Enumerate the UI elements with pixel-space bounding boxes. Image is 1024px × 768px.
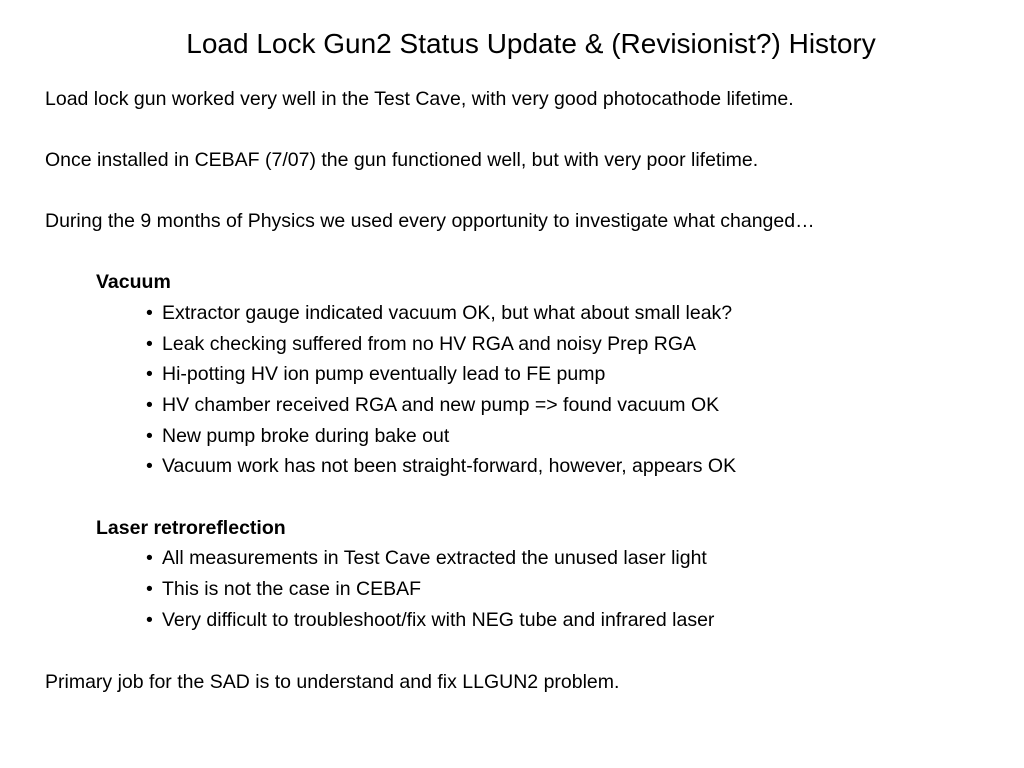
section-heading-vacuum: Vacuum bbox=[96, 271, 171, 293]
bullet-item bbox=[146, 299, 732, 327]
bullet-item bbox=[146, 575, 421, 603]
intro-paragraph-1: Load lock gun worked very well in the Test Cave, with very good photocathode lifetime. bbox=[45, 88, 794, 110]
bullet-text: This is not the case in CEBAF bbox=[162, 578, 422, 600]
bullet-item bbox=[146, 606, 714, 634]
conclusion-paragraph: Primary job for the SAD is to understand and fix LLGUN2 problem. bbox=[45, 671, 620, 693]
bullet-item bbox=[146, 452, 736, 480]
bullet-glyph: • bbox=[146, 609, 153, 631]
bullet-item bbox=[146, 391, 719, 419]
intro-paragraph-2: Once installed in CEBAF (7/07) the gun functioned well, but with very poor lifetime. bbox=[45, 149, 759, 171]
bullet-text: All measurements in Test Cave extracted the unused laser light bbox=[162, 547, 707, 569]
bullet-text: Extractor gauge indicated vacuum OK, but what about small leak? bbox=[162, 302, 733, 324]
bullet-text: HV chamber received RGA and new pump => found vacuum OK bbox=[162, 394, 720, 416]
bullet-glyph: • bbox=[146, 455, 153, 477]
section-heading-laser-retroreflection: Laser retroreflection bbox=[96, 517, 286, 539]
slide-title: Load Lock Gun2 Status Update & (Revisionist?) History bbox=[186, 28, 876, 59]
bullet-item bbox=[146, 330, 696, 358]
bullet-glyph: • bbox=[146, 333, 153, 355]
bullet-glyph: • bbox=[146, 425, 153, 447]
bullet-text: New pump broke during bake out bbox=[162, 425, 450, 447]
bullet-glyph: • bbox=[146, 394, 153, 416]
bullet-glyph: • bbox=[146, 302, 153, 324]
bullet-glyph: • bbox=[146, 363, 153, 385]
bullet-text: Hi-potting HV ion pump eventually lead to FE pump bbox=[162, 363, 606, 385]
bullet-glyph: • bbox=[146, 547, 153, 569]
bullet-text: Very difficult to troubleshoot/fix with NEG tube and infrared laser bbox=[162, 609, 715, 631]
bullet-item bbox=[146, 544, 707, 572]
bullet-item bbox=[146, 422, 449, 450]
bullet-text: Vacuum work has not been straight-forward, however, appears OK bbox=[162, 455, 737, 477]
intro-paragraph-3: During the 9 months of Physics we used every opportunity to investigate what changed… bbox=[45, 210, 815, 232]
bullet-item bbox=[146, 360, 605, 388]
bullet-glyph: • bbox=[146, 578, 153, 600]
bullet-text: Leak checking suffered from no HV RGA and noisy Prep RGA bbox=[162, 333, 696, 355]
